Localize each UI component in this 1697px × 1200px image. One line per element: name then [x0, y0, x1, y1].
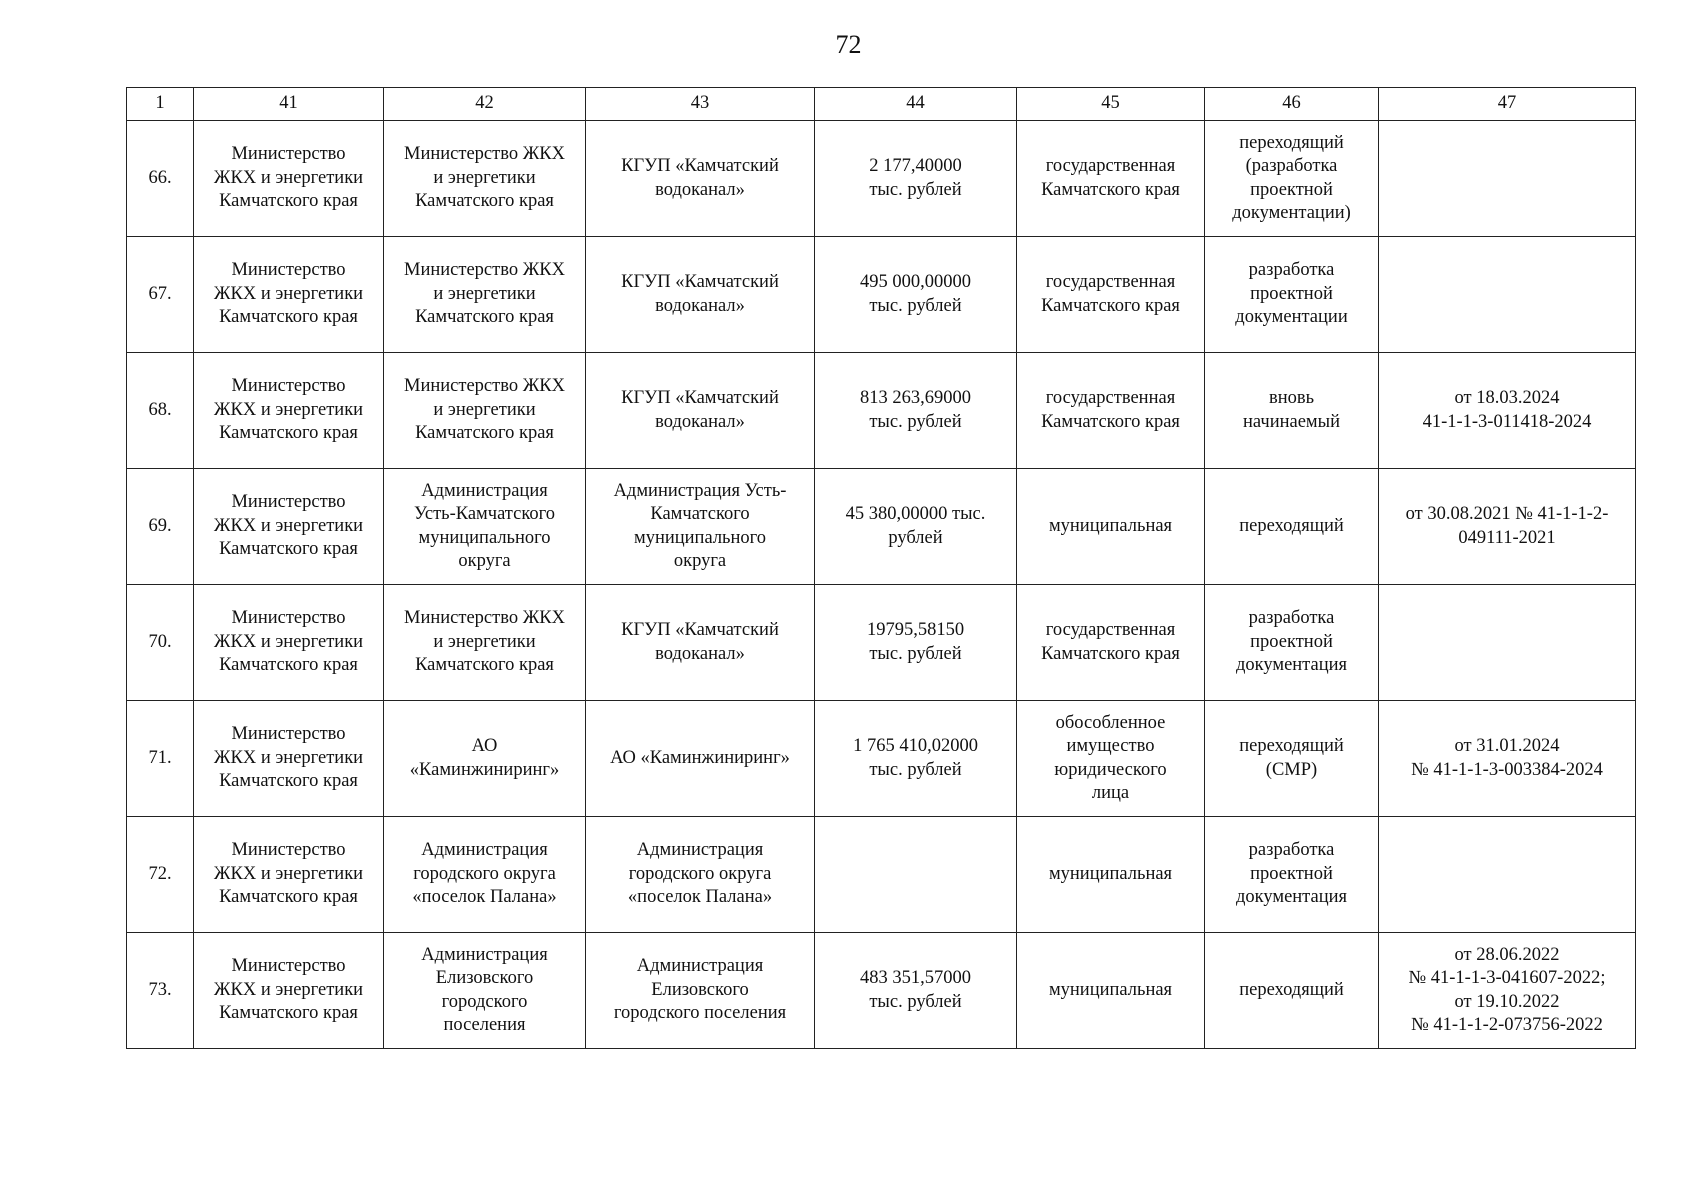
table-row [127, 353, 1636, 469]
column-header: 47 [1379, 88, 1636, 121]
table-cell: Администрация Елизовского городского поселения [384, 933, 586, 1049]
row-number-cell: 71. [127, 701, 194, 817]
table-cell: 2 177,40000 тыс. рублей [815, 121, 1017, 237]
table-cell: 813 263,69000 тыс. рублей [815, 353, 1017, 469]
table-cell: Министерство ЖКХ и энергетики Камчатского края [194, 933, 384, 1049]
table-row [127, 585, 1636, 701]
table-cell: Министерство ЖКХ и энергетики Камчатского края [194, 237, 384, 353]
table-cell: Министерство ЖКХ и энергетики Камчатского края [384, 237, 586, 353]
register-table [126, 87, 1636, 1049]
table-cell: КГУП «Камчатский водоканал» [586, 237, 815, 353]
table-row [127, 933, 1636, 1049]
table-cell: государственная Камчатского края [1017, 121, 1205, 237]
table-cell: Министерство ЖКХ и энергетики Камчатского края [194, 585, 384, 701]
table-cell: АО «Каминжиниринг» [586, 701, 815, 817]
table-cell: от 28.06.2022 № 41-1-1-3-041607-2022; от 19.10.2022 № 41-1-1-2-073756-2022 [1379, 933, 1636, 1049]
column-header: 44 [815, 88, 1017, 121]
row-number-cell: 72. [127, 817, 194, 933]
table-row [127, 817, 1636, 933]
table-cell: Министерство ЖКХ и энергетики Камчатского края [384, 585, 586, 701]
column-number-header-row [127, 88, 1636, 121]
table-cell: разработка проектной документация [1205, 585, 1379, 701]
column-header: 42 [384, 88, 586, 121]
table-cell: государственная Камчатского края [1017, 585, 1205, 701]
row-number-cell: 67. [127, 237, 194, 353]
table-cell: от 30.08.2021 № 41-1-1-2- 049111-2021 [1379, 469, 1636, 585]
row-number-cell: 70. [127, 585, 194, 701]
table-cell: Администрация Усть-Камчатского муниципального округа [384, 469, 586, 585]
table-cell: Администрация Усть- Камчатского муниципального округа [586, 469, 815, 585]
table-cell: 495 000,00000 тыс. рублей [815, 237, 1017, 353]
table-cell: КГУП «Камчатский водоканал» [586, 353, 815, 469]
table-cell: переходящий (разработка проектной документации) [1205, 121, 1379, 237]
column-header: 43 [586, 88, 815, 121]
table-cell: КГУП «Камчатский водоканал» [586, 121, 815, 237]
table-cell: вновь начинаемый [1205, 353, 1379, 469]
table-row [127, 121, 1636, 237]
row-number-cell: 69. [127, 469, 194, 585]
table-cell: Министерство ЖКХ и энергетики Камчатского края [384, 353, 586, 469]
table-cell: от 31.01.2024 № 41-1-1-3-003384-2024 [1379, 701, 1636, 817]
table-cell: 483 351,57000 тыс. рублей [815, 933, 1017, 1049]
table-cell: Министерство ЖКХ и энергетики Камчатского края [384, 121, 586, 237]
table-cell: Министерство ЖКХ и энергетики Камчатского края [194, 701, 384, 817]
table-cell: переходящий (СМР) [1205, 701, 1379, 817]
table-cell: Администрация городского округа «поселок Палана» [384, 817, 586, 933]
row-number-cell: 68. [127, 353, 194, 469]
column-header: 1 [127, 88, 194, 121]
table-cell [1379, 237, 1636, 353]
table-cell: переходящий [1205, 933, 1379, 1049]
table-cell: КГУП «Камчатский водоканал» [586, 585, 815, 701]
table-cell: 1 765 410,02000 тыс. рублей [815, 701, 1017, 817]
table-cell: АО «Каминжиниринг» [384, 701, 586, 817]
table-cell: разработка проектной документация [1205, 817, 1379, 933]
table-row [127, 701, 1636, 817]
table-cell: муниципальная [1017, 933, 1205, 1049]
table-cell: муниципальная [1017, 469, 1205, 585]
table-cell [1379, 817, 1636, 933]
table-cell: Министерство ЖКХ и энергетики Камчатского края [194, 353, 384, 469]
table-cell: обособленное имущество юридического лица [1017, 701, 1205, 817]
table-cell: 45 380,00000 тыс. рублей [815, 469, 1017, 585]
table-cell: переходящий [1205, 469, 1379, 585]
page-number: 72 [835, 30, 862, 59]
table-cell: Администрация Елизовского городского поселения [586, 933, 815, 1049]
row-number-cell: 73. [127, 933, 194, 1049]
table-cell: 19795,58150 тыс. рублей [815, 585, 1017, 701]
table-cell: муниципальная [1017, 817, 1205, 933]
table-row [127, 237, 1636, 353]
table-row [127, 469, 1636, 585]
table-cell: от 18.03.2024 41-1-1-3-011418-2024 [1379, 353, 1636, 469]
column-header: 46 [1205, 88, 1379, 121]
table-cell [1379, 121, 1636, 237]
table-cell: Администрация городского округа «поселок Палана» [586, 817, 815, 933]
table-cell: государственная Камчатского края [1017, 237, 1205, 353]
column-header: 45 [1017, 88, 1205, 121]
table-cell [1379, 585, 1636, 701]
table-cell: Министерство ЖКХ и энергетики Камчатского края [194, 121, 384, 237]
table-cell: Министерство ЖКХ и энергетики Камчатского края [194, 469, 384, 585]
table-cell: государственная Камчатского края [1017, 353, 1205, 469]
table-cell [815, 817, 1017, 933]
column-header: 41 [194, 88, 384, 121]
row-number-cell: 66. [127, 121, 194, 237]
table-cell: разработка проектной документации [1205, 237, 1379, 353]
table-cell: Министерство ЖКХ и энергетики Камчатского края [194, 817, 384, 933]
